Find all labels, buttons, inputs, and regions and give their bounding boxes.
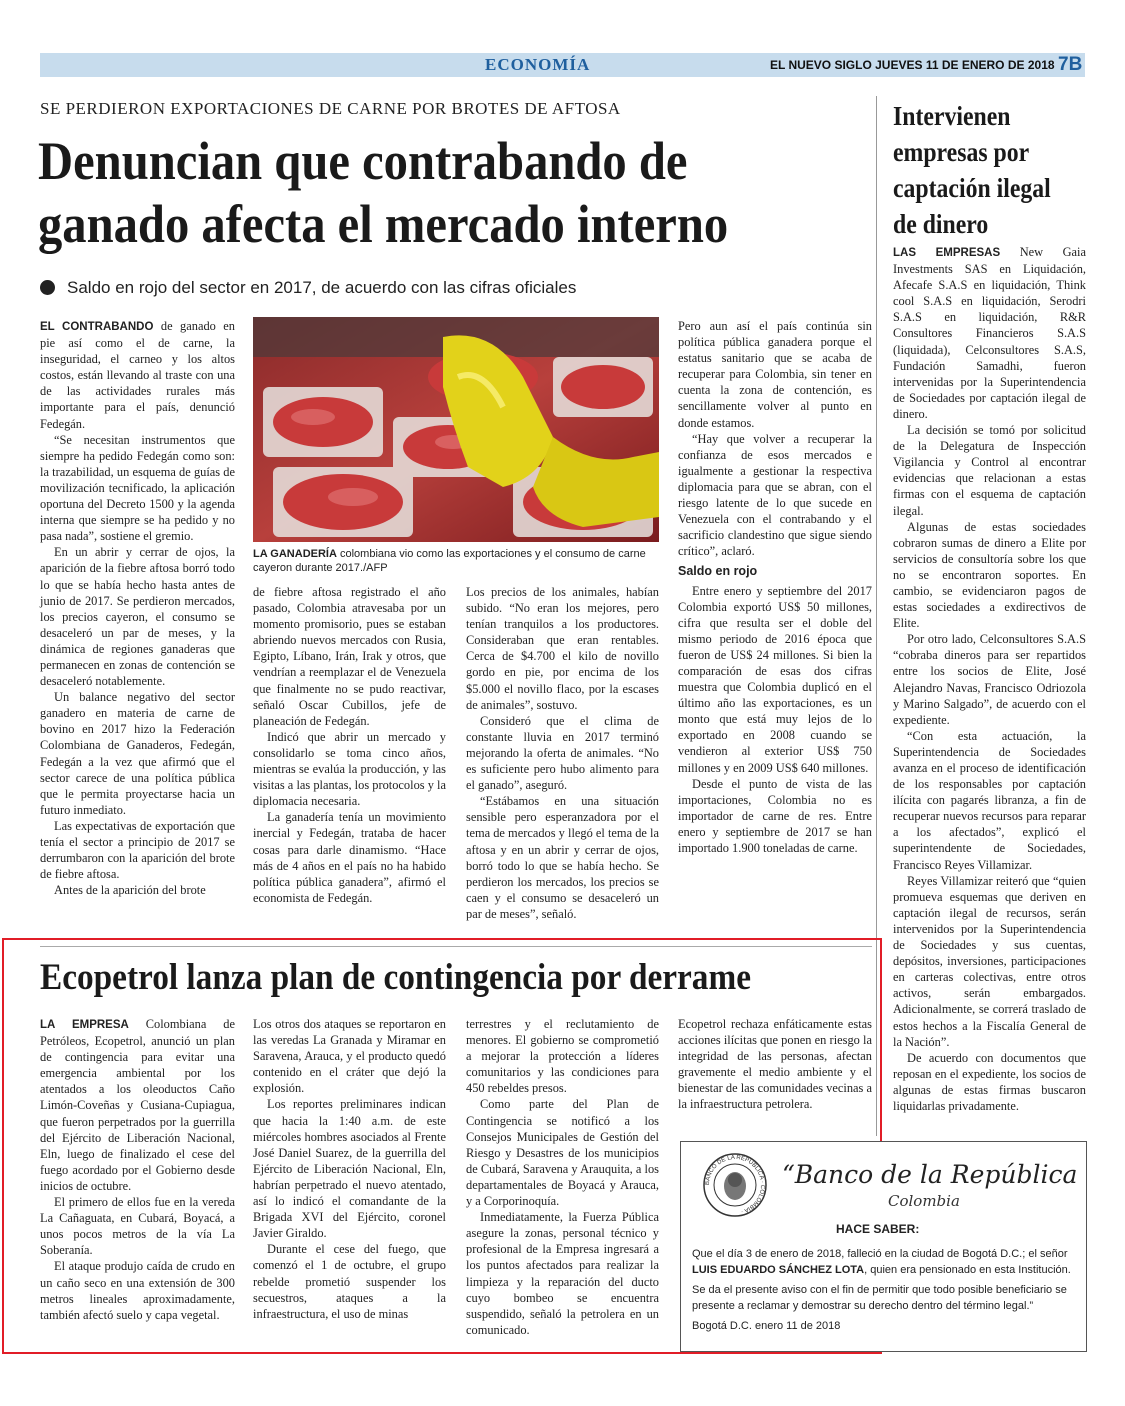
seal-text: BANCO DE LA REPÚBLICA · COLOMBIA ·	[704, 1154, 766, 1215]
bank-seal-icon	[702, 1152, 768, 1218]
paragraph	[678, 583, 872, 776]
cattle-meat-photo	[253, 317, 659, 542]
paragraph	[893, 873, 1086, 1050]
page-number: 7B	[1058, 54, 1083, 75]
paragraph	[253, 1016, 446, 1096]
paragraph	[40, 1016, 235, 1194]
paragraph	[893, 519, 1086, 632]
paragraph	[678, 1016, 872, 1113]
eco-column-1	[40, 1016, 235, 1323]
paragraph	[40, 432, 235, 545]
paragraph	[466, 713, 659, 793]
paragraph	[40, 1194, 235, 1258]
paragraph-text: El ataque produjo caída de crudo en un caño seco en una extensión de 300 metros lineales aproximadamente, también afectó suelo y capa vegetal.	[40, 1259, 235, 1322]
paragraph	[40, 882, 235, 898]
caption-lead: LA GANADERÍA	[253, 548, 337, 560]
paragraph	[466, 793, 659, 922]
paragraph-text: La ganadería tenía un movimiento inercial y Fedegán, trataba de hacer cosas para darle dinamismo. “Hace más de 4 años en el país no ha habido política pública ganadera”, afirmó el economista de Fedegán.	[253, 810, 446, 905]
paragraph	[40, 818, 235, 882]
photo-caption	[253, 547, 663, 575]
paragraph-text: Entre enero y septiembre del 2017 Colombia exportó US$ 50 millones, cifra que resulta ser el doble del mismo periodo de 2016 época que fueron de US$ 24 millones. Si bien la comparación de esas dos cifras muestra que Colombia duplicó en el último año las exportaciones, es un monto que está muy lejos de lo exportado en 2008 cuando se vendieron al exterior US$ 750 millones y en 2009 US$ 640 millones.	[678, 583, 872, 775]
main-column-3	[466, 584, 659, 922]
paragraph	[253, 1241, 446, 1321]
paragraph-text: de fiebre aftosa registrado el año pasado, Colombia atravesaba por un momento promisorio, pues se estaban abriendo nuevos mercados con Rusia, Egipto, Líbano, Irán, Irak y otros, que vendrían a reemplazar el de Venezuela que finalmente no se pudo reactivar, señaló Oscar Cubillos, jefe de planeación de Fedegán.	[253, 585, 446, 728]
paragraph-text: Durante el cese del fuego, que comenzó el 1 de octubre, el grupo rebelde prometió suspender los secuestros, ataques a la infraestructura, el uso de minas	[253, 1242, 446, 1321]
paragraph-text: Inmediatamente, la Fuerza Pública asegure la zonas, personal técnico y profesional de la Empresa ingresará a los puntos afectados para realizar la limpieza y la reparación del ducto cuyo bombeo se encuentra suspendido, señaló la petrolera en un comunicado.	[466, 1210, 659, 1337]
paragraph	[40, 689, 235, 818]
eco-article-headline: Ecopetrol lanza plan de contingencia por derrame	[40, 957, 751, 998]
newspaper-date: EL NUEVO SIGLO JUEVES 11 DE ENERO DE 2018	[770, 58, 1055, 72]
paragraph-text: Como parte del Plan de Contingencia se notificó a los Consejos Municipales de Gestión del Riesgo y Desastres de los municipios de Cubará, Saravena y Arauquita, a los departamentales de Boyacá y Arauca, y a Corporinoquía.	[466, 1097, 659, 1209]
notice-announce: HACE SABER:	[836, 1222, 920, 1236]
subheading: Saldo en rojo	[678, 564, 758, 579]
paragraph-text: En un abrir y cerrar de ojos, la aparición de la fiebre aftosa borró todo lo que se había hecho hasta antes de junio de 2017. Se perdieron mercados, los precios cayeron, el consumo se desaceleró un par de meses, y la dinámica de regiones ganaderas que permanecen en zonas de contención se desaceleró notablemente.	[40, 545, 235, 689]
notice-paragraph	[692, 1246, 1074, 1278]
paragraph-text: La decisión se tomó por solicitud de la Delegatura de Inspección Vigilancia y Control al encontrar evidencias que relacionan a estas firmas con el esquema de captación ilegal.	[893, 423, 1086, 518]
notice-text	[692, 1246, 1074, 1338]
paragraph	[253, 809, 446, 906]
paragraph-text: Los reportes preliminares indican que hacia la 1:40 a.m. de este miércoles hombres asociados al Frente José Daniel Suarez, de la guerrilla del Ejército de Liberación Nacional, Eln, habrían perpetrado el nuevo atentado, así lo indicó el comandante de la Brigada XVI del Ejército, coronel Javier Giraldo.	[253, 1097, 446, 1241]
paragraph-text: Desde el punto de vista de las importaciones, Colombia no es importador de carne de res. Entre enero y septiembre de 2017 se han importado 1.900 toneladas de carne.	[678, 776, 872, 855]
main-column-1	[40, 318, 235, 898]
notice-line1-post: , quien era pensionado en esta Institución.	[864, 1264, 1071, 1276]
paragraph	[678, 318, 872, 431]
paragraph-text: Algunas de estas sociedades cobraron sumas de dinero a Elite por servicios de consultoría sobre los que no se encontraron soportes. En cambio, se evidenciaron pagos de estas sociedades a exdirectivos de Elite.	[893, 519, 1086, 631]
eco-column-2	[253, 1016, 446, 1322]
paragraph-text: “Se necesitan instrumentos que siempre ha pedido Fedegán como son: la trazabilidad, un esquema de guías de movilización tecnificado, la aplicación oportuna del Decreto 1500 y la agenda interna que siempre se ha pedido y no pasa nada”, sostiene el gremio.	[40, 432, 235, 544]
paragraph-text: “Hay que volver a recuperar la confianza de esos mercados e igualmente a gestionar la respectiva diplomacia para que se abran, con el riesgo latente de lo que sucede en Venezuela con el contrabando y el sacrificio clandestino que sigue siendo crítico”, aclaró.	[678, 431, 872, 559]
main-column-2	[253, 584, 446, 906]
paragraph	[893, 422, 1086, 519]
notice-person: LUIS EDUARDO SÁNCHEZ LOTA	[692, 1264, 865, 1276]
bank-country: Colombia	[888, 1192, 960, 1210]
article-headline: Denuncian que contrabando de ganado afecta el mercado interno	[38, 131, 729, 254]
notice-date: Bogotá D.C. enero 11 de 2018	[692, 1320, 841, 1332]
eco-column-4	[678, 1016, 872, 1113]
paragraph-text: Un balance negativo del sector ganadero en materia de carne de bovino en 2017 hizo la Federación Colombiana de Ganaderos, Fedegán, Fedegán a la vez que afirmó que el sector carece de una política pública que le permita proyectarse hacia un futuro inmediato.	[40, 690, 235, 817]
paragraph	[40, 1258, 235, 1322]
paragraph	[253, 729, 446, 809]
paragraph-text: Reyes Villamizar reiteró que “quien promueva esquemas que deriven en captación ilegal de recursos, serán intervenidos por la Superintendencia de Sociedades y sus cuentas, depósitos, inversiones, participaciones en carteras colectivas, entre otros activos, serán embargados. Adicionalmente, se correrá traslado de estos hechos a la Fiscalía General de la Nación”.	[893, 873, 1086, 1049]
paragraph-text: “Con esta actuación, la Superintendencia de Sociedades avanza en el proceso de identificación de los responsables por captación ilícita con pagarés libranza, a fin de recuperar nuevos recursos para reparar a los afectados”, explicó el superintendente de Sociedades, Francisco Reyes Villamizar.	[893, 728, 1086, 872]
lead-in: LA EMPRESA	[40, 1019, 129, 1031]
paragraph	[466, 584, 659, 713]
paragraph-text: De acuerdo con documentos que reposan en el expediente, los socios de algunas de estas firmas buscaron liquidarlas privadamente.	[893, 1050, 1086, 1113]
side-article-headline: Intervienen empresas por captación ilegal de dinero	[893, 101, 1051, 239]
paragraph-text: Antes de la aparición del brote	[54, 883, 206, 898]
paragraph-text: de ganado en pie así como el de carne, la inseguridad, el carneo y los altos costos, están llevando al traste con una de las actividades rurales más importante para el país, denunció Fedegán.	[40, 319, 235, 431]
section-title: ECONOMÍA	[485, 55, 591, 74]
side-article-column	[893, 244, 1086, 1114]
paragraph-text: Por otro lado, Celconsultores S.A.S “cobraba dineros para ser repartidos entre los socios de Elite, José Alejandro Navas, Francisco Odriozola y Marino Salgado”, de acuerdo con el expediente.	[893, 632, 1086, 727]
paragraph-text: Las expectativas de exportación que tenía el sector a principio de 2017 se derrumbaron con la aparición del brote de fiebre aftosa.	[40, 818, 235, 882]
paragraph-text: El primero de ellos fue en la vereda La Cañaguata, en Cubará, Boyacá, a unos pocos metros de la vía La Soberanía.	[40, 1195, 235, 1258]
paragraph	[253, 1096, 446, 1241]
paragraph	[466, 1016, 659, 1096]
main-column-4	[678, 318, 872, 856]
subhead-text: Saldo en rojo del sector en 2017, de acuerdo con las cifras oficiales	[67, 278, 577, 297]
paragraph	[466, 1096, 659, 1209]
paragraph-text: Los precios de los animales, habían subido. “No eran los mejores, pero tenían tranquilos a los productores. Consideraban que eran rentables. Cerca de $4.700 el kilo de novillo gordo en pie, por encima de los $5.000 el novillo flaco, por la escases de animales”, sostuvo.	[466, 585, 659, 712]
paragraph-text: terrestres y el reclutamiento de menores. El gobierno se comprometió a mejorar la protección a líderes comunitarios y las condiciones para 450 rebeldes presos.	[466, 1017, 659, 1096]
caption-text: colombiana vio como las exportaciones y el consumo de carne cayeron durante 2017./AFP	[253, 548, 646, 574]
paragraph	[893, 631, 1086, 728]
meat-photo-image	[253, 317, 659, 542]
eco-column-3	[466, 1016, 659, 1338]
notice-line1-pre: Que el día 3 de enero de 2018, falleció en la ciudad de Bogotá D.C.; el señor	[692, 1248, 1068, 1260]
lead-in: EL CONTRABANDO	[40, 321, 154, 333]
paragraph	[893, 728, 1086, 873]
article-subhead	[40, 278, 576, 298]
paragraph	[678, 776, 872, 856]
paragraph	[893, 1050, 1086, 1114]
paragraph-text: Indicó que abrir un mercado y consolidarlo se toma cinco años, mientras se evalúa la producción, y las visitas a las plantas, los protocolos y la diplomacia necesaria.	[253, 729, 446, 809]
paragraph-text: Consideró que el clima de constante lluvia en 2017 terminó mejorando la oferta de animales. “No es suficiente pero hubo alimento para el ganado”, aseguró.	[466, 713, 659, 793]
paragraph-text: Los otros dos ataques se reportaron en las veredas La Granada y Miramar en Saravena, Arauca, y el producto quedó contenido en el cráter que dejó la explosión.	[253, 1017, 446, 1096]
paragraph	[678, 431, 872, 560]
paragraph-text: Pero aun así el país continúa sin política pública ganadera porque el estatus sanitario que se acaba de recuperar para Colombia, sin tener en cuenta la zona de contención, es sencillamente volver al punto en donde estamos.	[678, 319, 872, 430]
paragraph	[466, 1209, 659, 1338]
lead-in: LAS EMPRESAS	[893, 247, 1001, 259]
paragraph-text: New Gaia Investments SAS en Liquidación, Afecafe S.A.S en liquidación, Think cool S.A.S en liquidación, Serodri S.A.S en liquidación, R&R Consultores Financieros S.A.S (liquidada), Celconsultores S.A.S, Fundación Samadhi, fueron intervenidas por la Superintendencia de Sociedades por captación ilegal de dinero.	[893, 245, 1086, 421]
notice-paragraph-2: Se da el presente aviso con el fin de permitir que todo posible beneficiario se presente a reclamar y demostrar su derecho dentro del término legal.”	[692, 1284, 1067, 1312]
paragraph	[40, 318, 235, 432]
bullet-icon	[40, 280, 55, 295]
bank-name: “Banco de la República	[782, 1160, 1078, 1189]
paragraph-text: “Estábamos en una situación sensible pero esperanzadora por el tema de mercados y llegó el tema de la aftosa y en un abrir y cerrar de ojos, borró todo lo que se había hecho. Se perdieron los mercados, los precios se caen y el consumo se desaceleró un par de meses”, señaló.	[466, 794, 659, 921]
paragraph-text: Colombiana de Petróleos, Ecopetrol, anunció un plan de contingencia para evitar una emergencia ambiental por los atentados a los oleoductos Caño Limón-Coveñas y Cusiana-Cupiagua, que fueron perpetrados por la guerrilla del Ejército de Liberación Nacional, Eln, luego de finalizado el cese del fuego acordado por el Gobierno desde inicios de octubre.	[40, 1017, 235, 1193]
paragraph	[893, 244, 1086, 422]
article-kicker: SE PERDIERON EXPORTACIONES DE CARNE POR BROTES DE AFTOSA	[40, 99, 621, 118]
seal-graphic	[702, 1152, 768, 1218]
paragraph	[253, 584, 446, 729]
divider-line	[40, 946, 872, 947]
paragraph-text: Ecopetrol rechaza enfáticamente estas acciones ilícitas que ponen en riesgo la integridad de las personas, afectan gravemente el medio ambiente y el bienestar de las comunidades vecinas a la infraestructura petrolera.	[678, 1017, 872, 1112]
paragraph	[40, 544, 235, 689]
